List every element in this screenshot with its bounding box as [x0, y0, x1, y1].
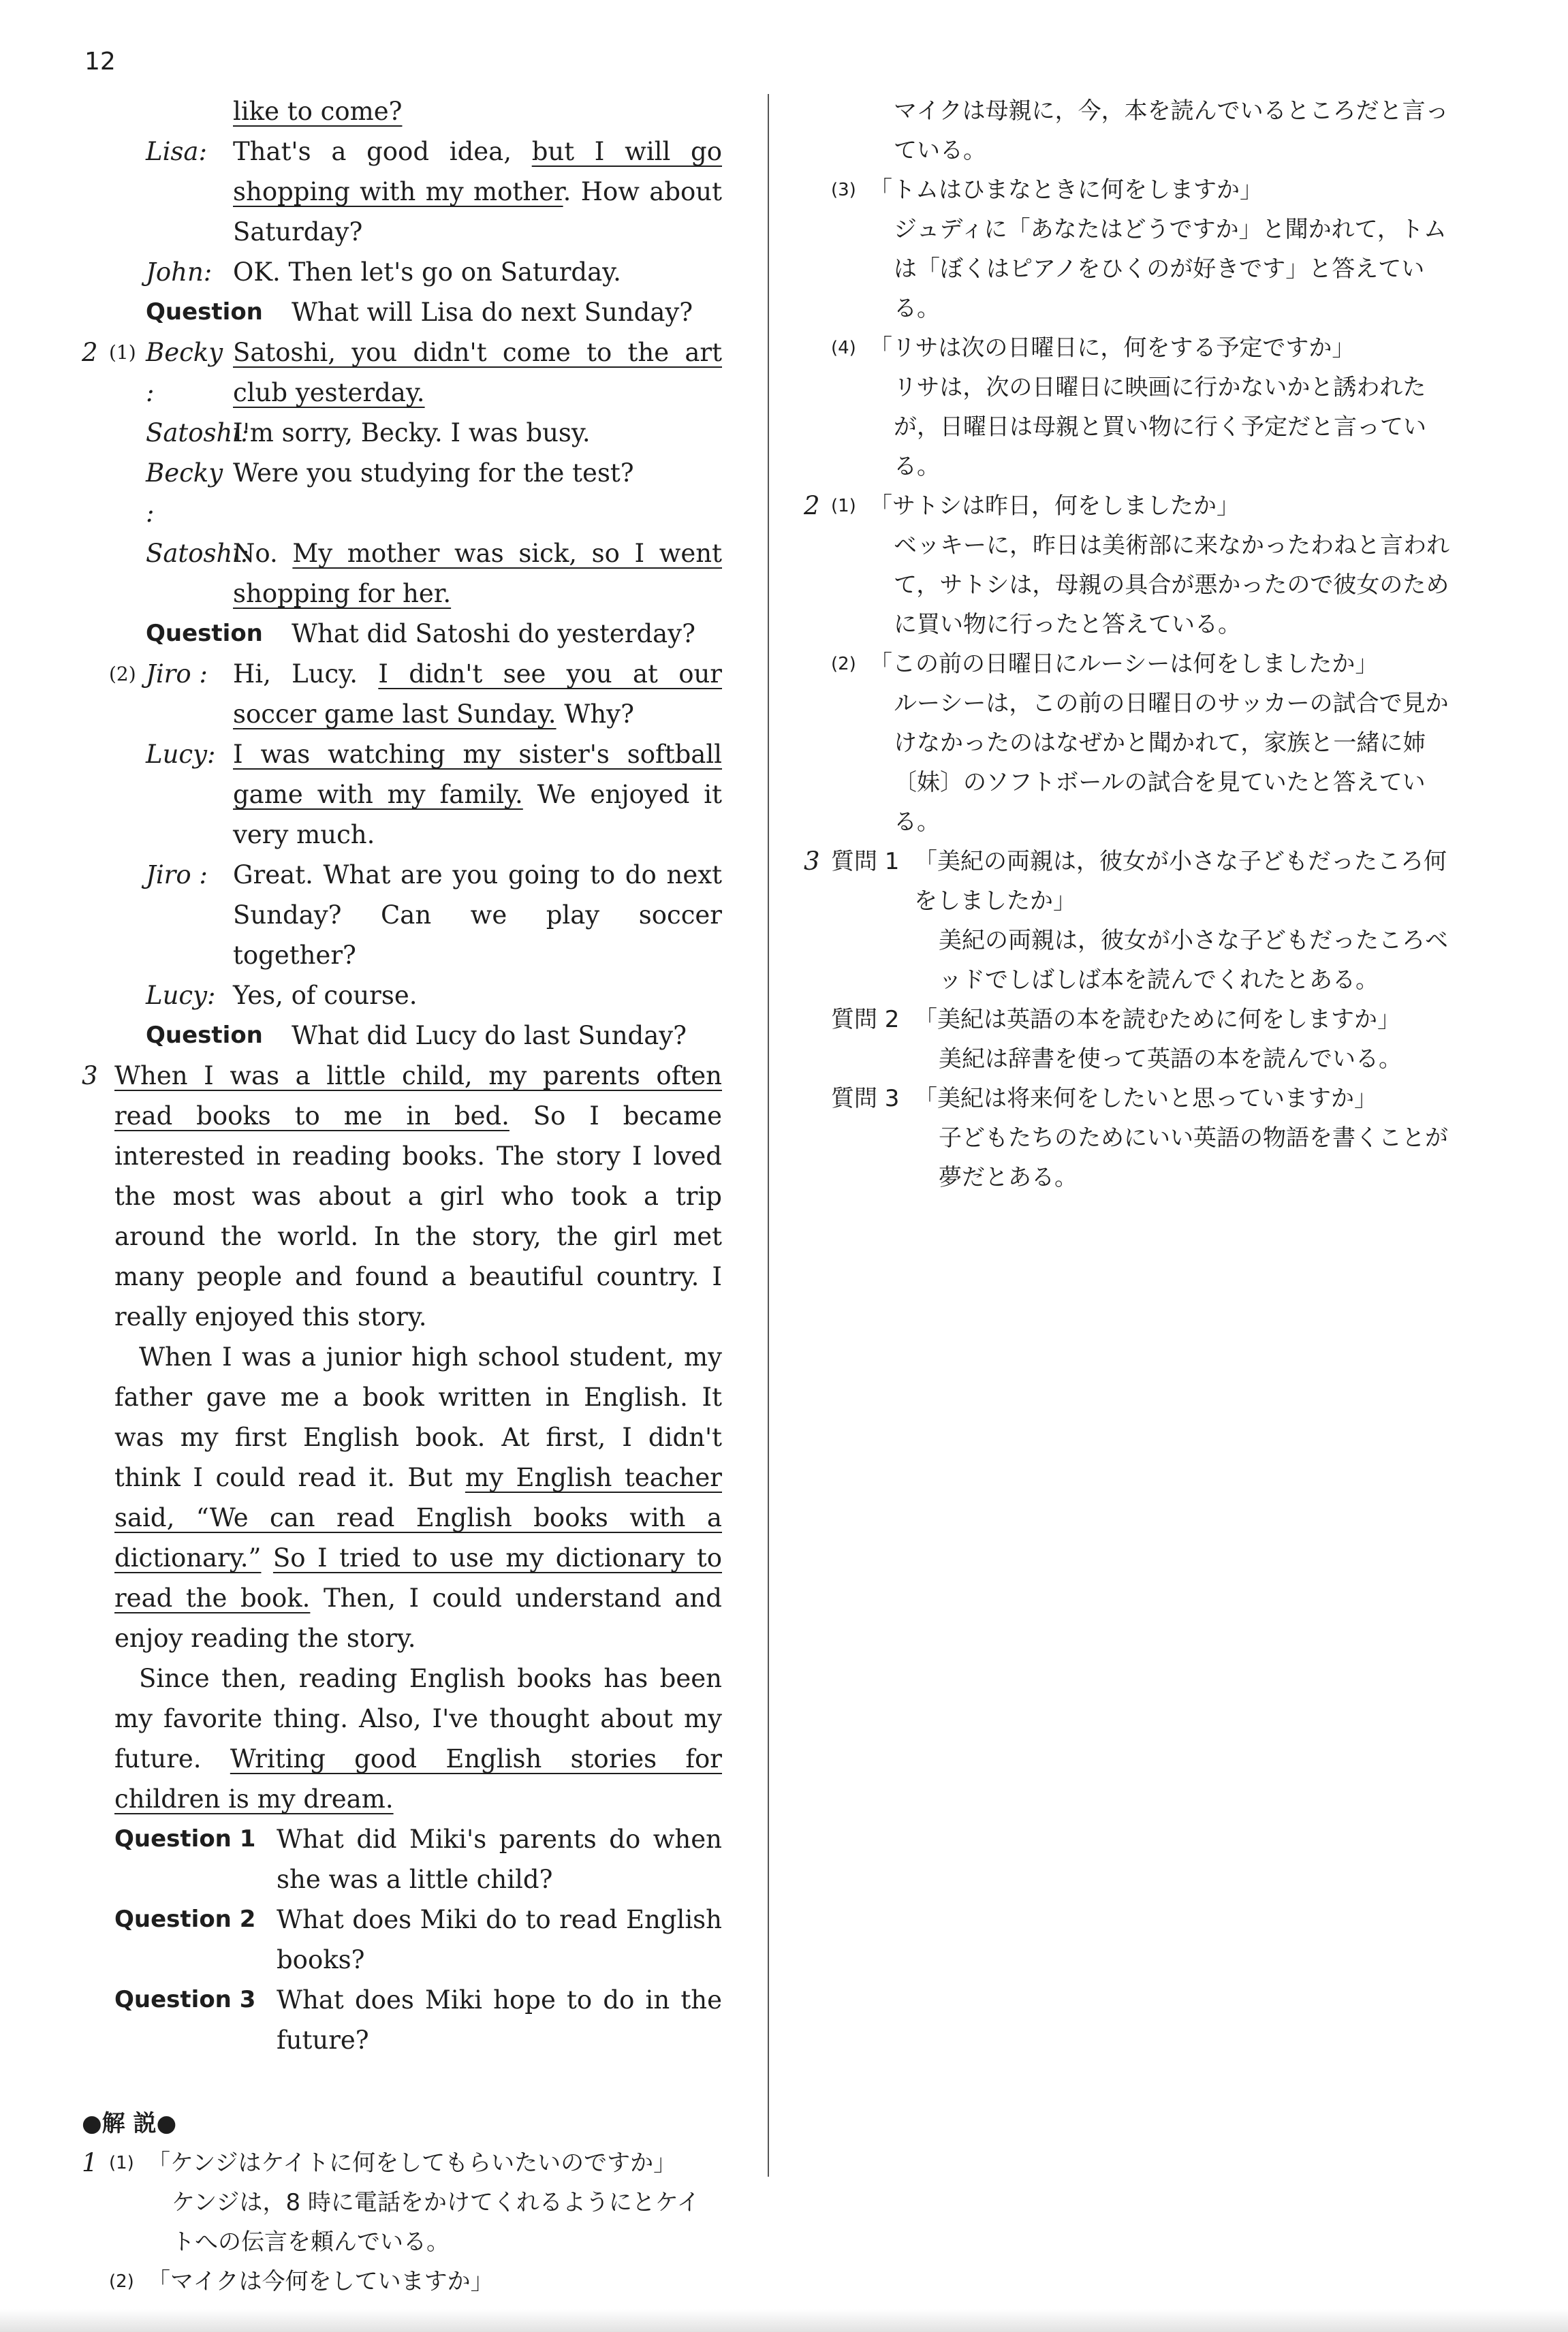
section-number: 2 — [804, 491, 820, 520]
commentary-item — [804, 526, 1458, 644]
dialogue-line — [82, 131, 722, 252]
question-line — [114, 1980, 722, 2060]
commentary-item — [804, 170, 1458, 210]
dialogue-text: Great. What are you going to do next Sunday? Can we play soccer together? — [233, 860, 722, 970]
section-number: 3 — [804, 847, 820, 876]
item-number: (2) — [109, 663, 136, 685]
commentary-body: 美紀は辞書を使って英語の本を読んでいる。 — [939, 1045, 1402, 1073]
commentary-body: ルーシーは，この前の日曜日のサッカーの試合で見かけなかったのはなぜかと聞かれて，家族と一緒に姉〔妹〕のソフトボールの試合を見ていたと答えている。 — [894, 690, 1449, 836]
commentary-item — [82, 2183, 722, 2262]
dialogue-text: No. — [233, 539, 293, 568]
item-number: (2) — [831, 654, 856, 674]
item-number: (4) — [831, 338, 856, 358]
commentary-question: 「リサは次の日曜日に，何をする予定ですか」 — [869, 334, 1355, 362]
underlined-answer: Writing good English stories for children is my dream. — [114, 1744, 722, 1814]
underlined-answer: My mother was sick, so I went shopping for her. — [233, 539, 722, 608]
question-label: 質問 1 — [831, 848, 900, 875]
commentary-body: 子どもたちのためにいい英語の物語を書くことが夢だとある。 — [939, 1124, 1448, 1191]
dialogue-line — [82, 533, 722, 614]
commentary-body: リサは，次の日曜日に映画に行かないかと誘われたが，日曜日は母親と買い物に行く予定だと言っている。 — [894, 374, 1426, 480]
question-label: Question 2 — [114, 1906, 256, 1933]
section-number: 2 — [82, 338, 98, 367]
passage-text: Then, I could understand and enjoy reading the story. — [114, 1583, 722, 1653]
commentary-body: ベッキーに，昨日は美術部に来なかったわねと言われて，サトシは，母親の具合が悪かったので彼女のために買い物に行ったと答えている。 — [894, 532, 1449, 638]
dialogue-text: I'm sorry, Becky. I was busy. — [233, 418, 591, 447]
dialogue-text: Were you studying for the test? — [233, 458, 634, 488]
column-divider — [768, 94, 769, 2177]
page-number: 12 — [84, 48, 116, 76]
question-line — [82, 614, 722, 654]
dialogue-line — [82, 975, 722, 1015]
commentary-body: マイクは母親に，今，本を読んでいるところだと言っている。 — [894, 97, 1449, 164]
passage — [82, 1056, 722, 2060]
question-label: Question — [146, 298, 263, 326]
commentary-item — [804, 210, 1458, 328]
dialogue-line — [82, 855, 722, 975]
dialogue-text: . How about Saturday? — [233, 177, 722, 247]
commentary-item — [804, 1079, 1458, 1118]
underlined-answer: So I tried to use my dictionary to read the book. — [114, 1543, 722, 1613]
commentary-question: 「美紀の両親は，彼女が小さな子どもだったころ何をしましたか」 — [914, 848, 1447, 915]
speaker-label: Lisa: — [146, 137, 207, 166]
underlined-answer: I didn't see you at our soccer game last Sunday. — [233, 659, 722, 729]
passage-text: When I was a junior high school student, my father gave me a book written in English. It was my first English book. At first, I didn't think I could read it. But — [114, 1342, 722, 1492]
dialogue-text: That's a good idea, — [233, 137, 532, 166]
speaker-label: Lucy: — [146, 981, 216, 1010]
commentary-item — [804, 91, 1458, 170]
passage-paragraph — [114, 1056, 722, 1337]
commentary-item — [804, 921, 1458, 1000]
question-text: What does Miki hope to do in the future? — [277, 1985, 722, 2055]
dialogue-text: Yes, of course. — [233, 981, 418, 1010]
underlined-answer: When I was a little child, my parents often read books to me in bed. — [114, 1061, 722, 1131]
question-text: What did Satoshi do yesterday? — [292, 619, 695, 648]
question-label: 質問 3 — [831, 1085, 900, 1112]
commentary-item — [804, 684, 1458, 842]
passage-text: Since then, reading English books has been my favorite thing. Also, I've thought about my future. — [114, 1664, 722, 1774]
dialogue-line — [82, 413, 722, 453]
dialogue-line — [82, 91, 722, 131]
question-line — [82, 292, 722, 332]
commentary-question: 「ケンジはケイトに何をしてもらいたいのですか」 — [147, 2149, 677, 2177]
commentary-question: 「サトシは昨日，何をしましたか」 — [869, 492, 1240, 520]
item-number: (3) — [831, 180, 856, 200]
item-number: (1) — [831, 496, 856, 516]
question-text: What does Miki do to read English books? — [277, 1905, 722, 1974]
section-number: 1 — [82, 2148, 98, 2177]
commentary-item — [82, 2262, 722, 2301]
question-line — [114, 1819, 722, 1900]
commentary-item — [804, 486, 1458, 526]
passage-paragraph — [114, 1658, 722, 1819]
commentary-item — [804, 644, 1458, 684]
commentary-item — [804, 1039, 1458, 1079]
question-line — [82, 1015, 722, 1056]
item-number: (1) — [109, 2153, 134, 2173]
commentary-item — [804, 1118, 1458, 1197]
question-line — [114, 1900, 722, 1980]
commentary-item — [804, 1000, 1458, 1039]
dialogue-text: We enjoyed it very much. — [233, 780, 722, 849]
commentary-item — [804, 368, 1458, 486]
dialogue-line — [82, 734, 722, 855]
underlined-answer: Satoshi, you didn't come to the art club yesterday. — [233, 338, 722, 407]
dialogue-line — [82, 654, 722, 734]
question-label: 質問 2 — [831, 1006, 900, 1033]
item-number: (1) — [109, 341, 136, 364]
question-text: What did Miki's parents do when she was a little child? — [277, 1825, 722, 1894]
underlined-answer: like to come? — [233, 97, 403, 126]
right-column — [804, 91, 1458, 1197]
question-label: Question — [146, 620, 263, 647]
page-bottom-edge — [0, 2309, 1568, 2332]
item-number: (2) — [109, 2271, 134, 2292]
underlined-answer: my English teacher said, “We can read English books with a dictionary.” — [114, 1463, 722, 1573]
commentary-question: 「マイクは今何をしていますか」 — [147, 2268, 494, 2295]
commentary-item — [82, 2143, 722, 2183]
speaker-label: John: — [146, 257, 213, 287]
commentary-question: 「美紀は将来何をしたいと思っていますか」 — [914, 1085, 1377, 1112]
commentary-body: ジュディに「あなたはどうですか」と聞かれて，トムは「ぼくはピアノをひくのが好きです」と答えている。 — [894, 216, 1447, 322]
commentary-question: 「トムはひまなときに何をしますか」 — [869, 176, 1263, 204]
dialogue-line — [82, 453, 722, 533]
question-text: What did Lucy do last Sunday? — [292, 1021, 687, 1050]
passage-text: So I became interested in reading books. The story I loved the most was about a girl who took a trip around the world. In the story, the girl met many people and found a beautiful country. I really enjoyed this story. — [114, 1101, 722, 1332]
question-text: What will Lisa do next Sunday? — [292, 298, 693, 327]
section-number: 3 — [82, 1061, 98, 1090]
speaker-label: Becky : — [146, 338, 223, 407]
dialogue-text: Hi, Lucy. — [233, 659, 379, 689]
dialogue-text: OK. Then let's go on Saturday. — [233, 257, 621, 287]
question-label: Question 3 — [114, 1986, 256, 2013]
passage-text — [261, 1543, 272, 1573]
commentary-heading: ●解 説● — [82, 2110, 177, 2137]
speaker-label: Becky : — [146, 458, 223, 528]
commentary-item — [804, 328, 1458, 368]
speaker-label: Jiro : — [146, 860, 208, 889]
underlined-answer: but I will go shopping with my mother — [233, 137, 722, 206]
commentary-question: 「この前の日曜日にルーシーは何をしましたか」 — [869, 650, 1379, 678]
dialogue-line — [82, 252, 722, 292]
underlined-answer: I was watching my sister's softball game with my family. — [233, 740, 722, 809]
commentary-body: 美紀の両親は，彼女が小さな子どもだったころベッドでしばしば本を読んでくれたとある。 — [939, 927, 1448, 994]
commentary-item — [804, 842, 1458, 921]
left-column — [82, 91, 722, 2301]
dialogue-text: Why? — [556, 699, 634, 729]
dialogue-line — [82, 332, 722, 413]
speaker-label: Satoshi: — [146, 539, 249, 568]
commentary-body: ケンジは，8 時に電話をかけてくれるようにとケイトへの伝言を頼んでいる。 — [172, 2189, 700, 2256]
question-label: Question — [146, 1022, 263, 1049]
passage-paragraph — [114, 1337, 722, 1658]
speaker-label: Lucy: — [146, 740, 216, 769]
question-label: Question 1 — [114, 1825, 256, 1853]
speaker-label: Jiro : — [146, 659, 208, 689]
speaker-label: Satoshi: — [146, 418, 249, 447]
commentary-question: 「美紀は英語の本を読むために何をしますか」 — [914, 1006, 1400, 1033]
